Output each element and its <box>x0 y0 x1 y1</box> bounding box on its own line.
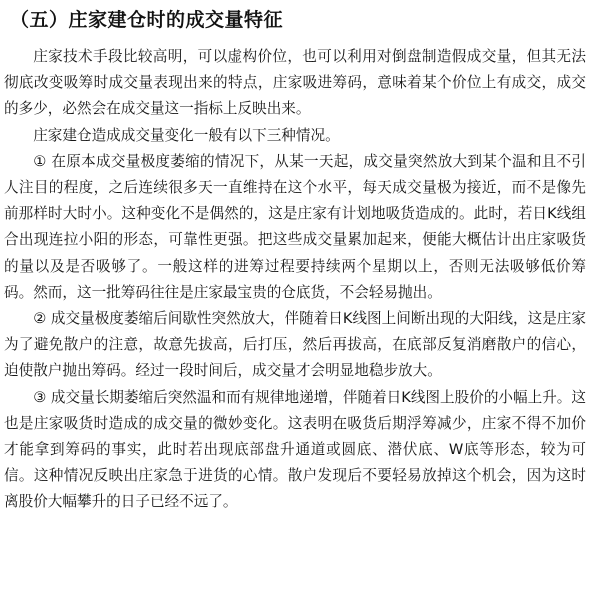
paragraph-case-3: ③ 成交量长期萎缩后突然温和而有规律地递增，伴随着日K线图上股价的小幅上升。这也是庄家吸货时造成的成交量的微妙变化。这表明在吸货后期浮筹减少，庄家不得不加价才能拿到筹码的事实，此时若出现底部盘升通道或圆底、潜伏底、W底等形态，较为可信。这种情况反映出庄家急于进货的心情。散户发现后不要轻易放掉这个机会，因为这时离股价大幅攀升的日子已经不远了。 <box>4 388 586 511</box>
paragraph-intro: 庄家技术手段比较高明，可以虚构价位，也可以利用对倒盘制造假成交量，但其无法彻底改变吸筹时成交量表现出来的特点，庄家吸进筹码，意味着某个价位上有成交，成交的多少，必然会在成交量这一指标上反映出来。 <box>4 48 586 118</box>
section-title: （五）庄家建仓时的成交量特征 <box>10 9 284 31</box>
paragraph-summary: 庄家建仓造成成交量变化一般有以下三种情况。 <box>33 126 340 144</box>
paragraph-case-2: ② 成交量极度萎缩后间歇性突然放大，伴随着日K线图上间断出现的大阳线，这是庄家为了避免散户的注意，故意先拔高，后打压，然后再拔高，在底部反复消磨散户的信心，迫使散户抛出筹码。经过一段时间后，成交量才会明显地稳步放大。 <box>4 310 586 380</box>
paragraph-case-1: ① 在原本成交量极度萎缩的情况下，从某一天起，成交量突然放大到某个温和且不引人注目的程度，之后连续很多天一直维持在这个水平，每天成交量极为接近，而不是像先前那样时大时小。这种变化不是偶然的，这是庄家有计划地吸货造成的。此时，若日K线组合出现连拉小阳的形态，可靠性更强。把这些成交量累加起来，便能大概估计出庄家吸货的量以及是否吸够了。一般这样的进筹过程要持续两个星期以上，否则无法吸够低价筹码。然而，这一批筹码往往是庄家最宝贵的仓底货，不会轻易抛出。 <box>4 152 586 301</box>
